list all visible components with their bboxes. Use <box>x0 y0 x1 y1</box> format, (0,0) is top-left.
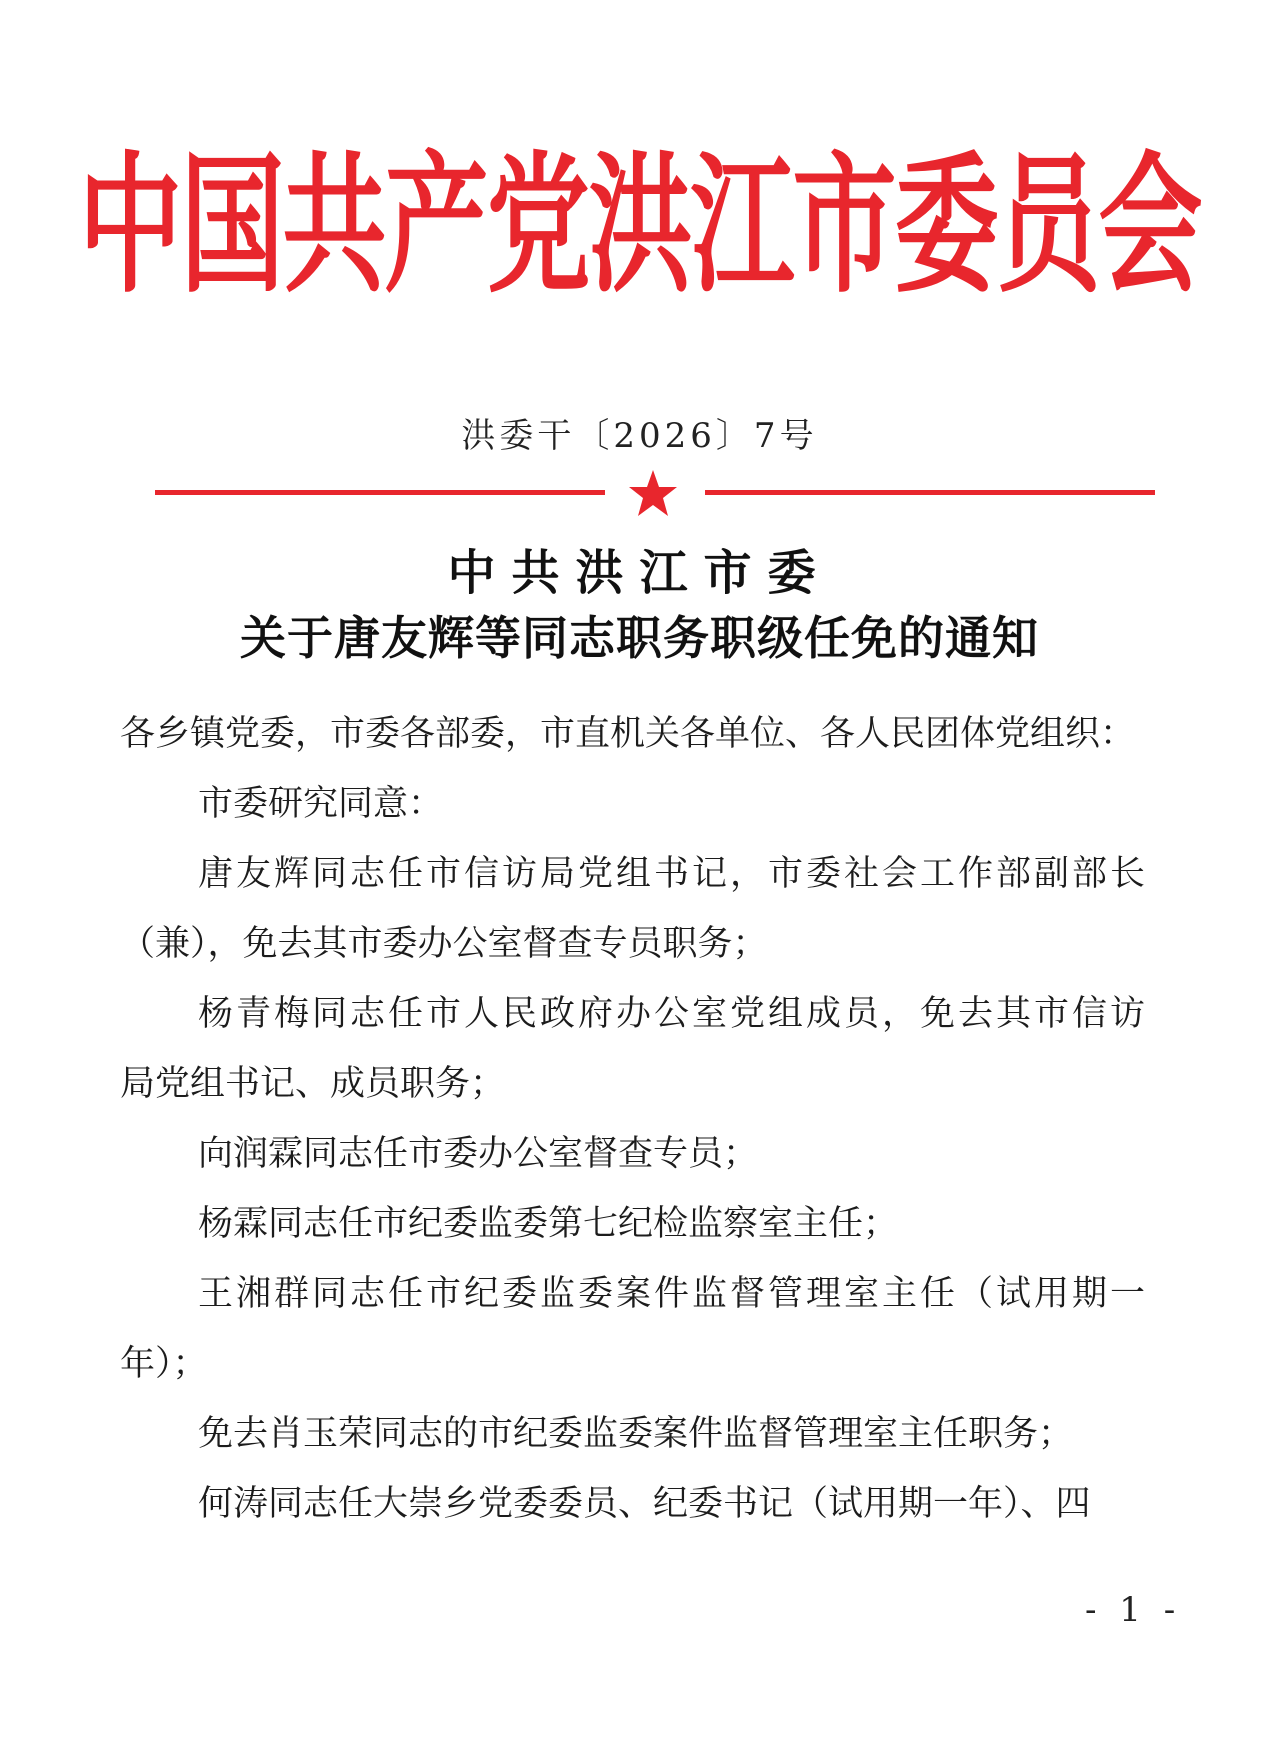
body-paragraph: 杨霖同志任市纪委监委第七纪检监察室主任； <box>198 1204 899 1244</box>
body-paragraph: 向润霖同志任市委办公室督查专员； <box>198 1134 759 1174</box>
masthead-title: 中国共产党洪江市委员会 <box>78 135 1201 314</box>
notice-issuer: 中共洪江市委 <box>447 545 832 601</box>
star-icon <box>628 468 678 518</box>
notice-title: 关于唐友辉等同志职务职级任免的通知 <box>240 611 1039 665</box>
page-number: - 1 - <box>1085 1590 1182 1630</box>
document-number: 洪委干〔2026〕7号 <box>461 416 818 456</box>
body-paragraph: 何涛同志任大崇乡党委委员、纪委书记（试用期一年）、四 <box>198 1484 1091 1524</box>
body-paragraph: 免去肖玉荣同志的市纪委监委案件监督管理室主任职务； <box>198 1414 1074 1454</box>
body-paragraph: 杨青梅同志任市人民政府办公室党组成员，免去其市信访 <box>198 994 1149 1034</box>
body-paragraph: 局党组书记、成员职务； <box>120 1064 506 1104</box>
body-paragraph: 王湘群同志任市纪委监委案件监督管理室主任（试用期一 <box>198 1274 1149 1314</box>
red-divider-left <box>155 490 605 495</box>
salutation: 各乡镇党委，市委各部委，市直机关各单位、各人民团体党组织： <box>120 714 1136 754</box>
body-paragraph: 年）； <box>120 1344 208 1384</box>
red-divider-right <box>705 490 1155 495</box>
body-paragraph: 唐友辉同志任市信访局党组书记，市委社会工作部副部长 <box>198 854 1149 894</box>
body-paragraph: （兼），免去其市委办公室督查专员职务； <box>120 924 768 964</box>
body-paragraph: 市委研究同意： <box>198 784 444 824</box>
